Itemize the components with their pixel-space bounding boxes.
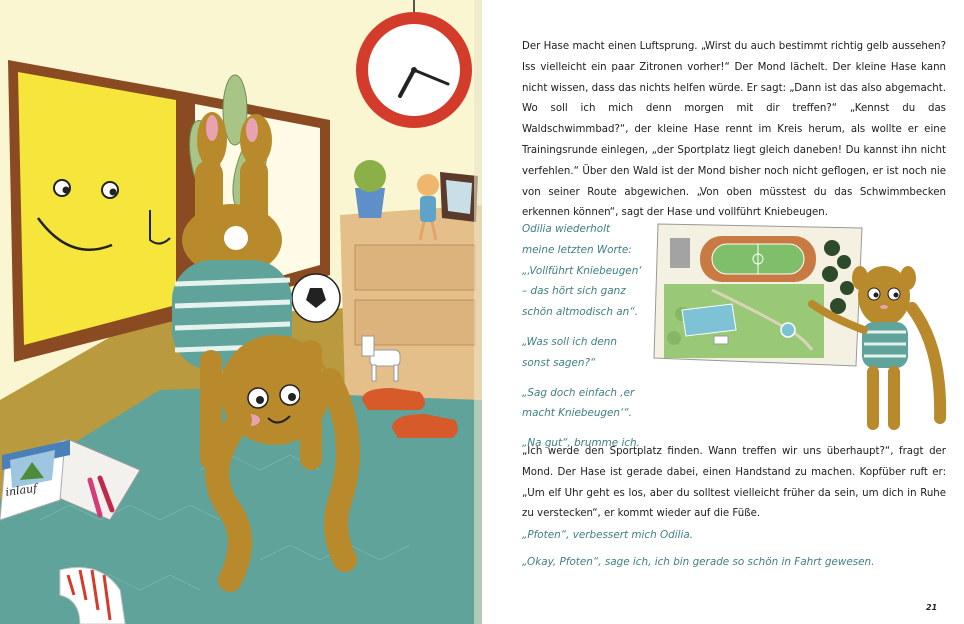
story-paragraph-2: „Ich werde den Sportplatz finden. Wann treffen wir uns überhaupt?“, fragt der Mond. Der Hase ist gerade dabei, einen Handstand zu machen. Kopfüber ruft er: „Um elf Uhr geht es los, aber du solltest vielleicht früher da sein, um dich in Ruhe zu verstecken“, er kommt wieder auf die Füße. <box>522 446 946 520</box>
picture-frame <box>440 172 478 222</box>
swimming-pool <box>682 304 736 336</box>
book-title: inlauf <box>4 481 38 499</box>
dialog-block <box>522 219 642 463</box>
dialog-line-2: „Was soll ich denn sonst sagen?“ <box>522 335 617 369</box>
dialog-line-3: „Sag doch einfach ‚er macht Kniebeugen‘“. <box>522 386 635 420</box>
dresser <box>340 205 482 400</box>
dialog-pfoten: „Pfoten“, verbessert mich Odilia. <box>522 529 694 541</box>
sports-field <box>700 236 816 282</box>
story-paragraph-1: Der Hase macht einen Luftsprung. „Wirst du auch bestimmt richtig gelb aussehen? Iss vielleicht ein paar Zitronen vorher!“ Der Mond lächelt. Der kleine Hase kann nicht wissen, dass das nichts helfen würde. Er sagt: „Dann ist das also abgemacht. Wo soll ich mich denn morgen mit dir treffen?“ „Kennst du das Waldschwimmbad?“, der kleine Hase rennt im Kreis herum, als wollte er eine Trainingsrunde einlegen, „der Sportplatz liegt gleich daneben! Du kannst ihn nicht verfehlen.“ Über den Wald ist der Mond bisher noch nicht geflogen, er ist noch nie von seiner Route abgewichen. „Von oben müsstest du das Schwimmbecken erkennen können“, sagt der Hase und vollführt Kniebeugen. <box>522 41 946 219</box>
dialog-okay-pfoten: „Okay, Pfoten“, sage ich, ich bin gerade so schön in Fahrt gewesen. <box>522 556 875 568</box>
page-number: 21 <box>926 603 938 612</box>
dialog-line-1: Odilia wiederholt meine letzten Worte: „‚Vollführt Kniebeugen‘ – das hört sich ganz schön altmodisch an“. <box>522 223 642 319</box>
soccer-ball <box>292 274 340 322</box>
cactus-pot <box>354 160 386 218</box>
map-illustration <box>652 218 962 450</box>
dialog-line-4: „Na gut“, brumme ich. <box>522 437 640 450</box>
